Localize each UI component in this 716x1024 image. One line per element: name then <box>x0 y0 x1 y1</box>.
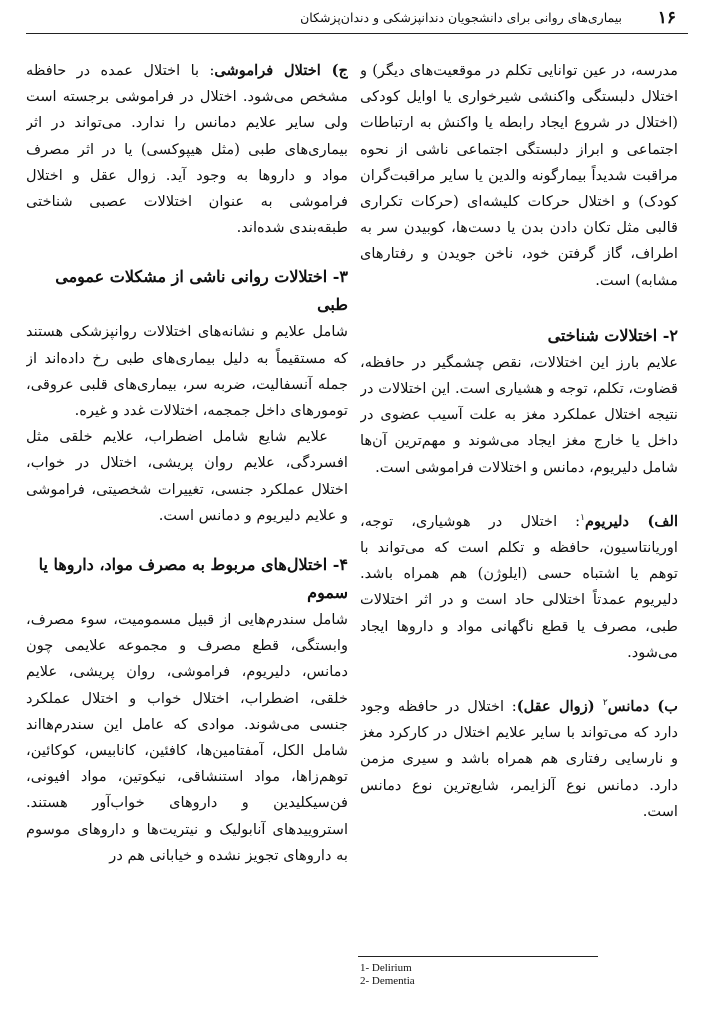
dementia-paragraph <box>360 694 678 825</box>
section-4-paragraph: شامل سندرم‌هایی از قبیل مسمومیت، سوء مصرف، وابستگی، قطع مصرف و مجموعه علایمی چون دمانس، دلیریوم، فراموشی، روان پریشی، علایم خلقی، اضطراب، اختلال خواب و اختلال عملکرد جنسی می‌شوند. موادی که عامل این سندرم‌هااند شامل الکل، آمفتامین‌ها، کافئین، کانابیس، کوکائین، توهم‌زاها، مواد استنشاقی، نیکوتین، مواد افیونی، فن‌سیکلیدین و داروهای خواب‌آور هستند. استروییدهای آنابولیک و نیتریت‌ها و داروهای موسوم به داروهای تجویز نشده و خیابانی هم در <box>26 611 348 864</box>
header-divider <box>26 33 688 34</box>
dementia-heading-paren: (زوال عقل) <box>516 698 603 716</box>
section-2-paragraph: علایم بارز این اختلالات، نقص چشمگیر در حافظه، قضاوت، تکلم، توجه و هشیاری است. این اختلالات در نتیجه اختلال عملکرد مغز به علت آسیب عضوی در داخل یا خارج مغز ایجاد می‌شوند و مهم‌ترین آن‌ها شامل دلیریوم، دمانس و اختلالات فراموشی است. <box>360 353 678 476</box>
footnote-divider <box>358 956 598 957</box>
right-column <box>360 58 678 958</box>
dementia-heading: ب) دمانس <box>607 698 678 716</box>
amnesia-heading: ج) اختلال فراموشی <box>214 62 348 79</box>
section-4-heading: ۴- اختلال‌های مربوط به مصرف مواد، داروها یا سموم <box>38 555 348 603</box>
section-3-paragraph-1: شامل علایم و نشانه‌های اختلالات روانپزشکی هستند که مستقیماً به دلیل بیماری‌های طبی رخ داده‌اند از جمله آنسفالیت، ضربه سر، بیماری‌های قلبی عروقی، تومورهای داخل جمجمه، اختلالات غدد و غیره. <box>26 323 348 420</box>
footnotes <box>360 962 415 988</box>
section-2-heading: ۲- اختلالات شناختی <box>547 325 678 345</box>
delirium-paragraph <box>360 509 678 666</box>
dementia-text: : اختلال در حافظه وجود دارد که می‌تواند با سایر علایم اختلال در کارکرد مغز و نارسایی رفتاری هم همراه باشد و سیری مزمن دارد. دمانس نوع آلزایمر، شایع‌ترین نوع دمانس است. <box>360 698 678 820</box>
footnote-2: 2- Dementia <box>360 975 415 987</box>
running-title: بیماری‌های روانی برای دانشجویان دندانپزشکی و دندان‌پزشکان <box>300 10 622 25</box>
footnote-ref-1: ۱ <box>580 512 585 523</box>
intro-paragraph: مدرسه، در عین توانایی تکلم در موقعیت‌های دیگر) و اختلال دلبستگی واکنشی شیرخواری یا اوایل کودکی (اختلال در شروع ایجاد رابطه یا واکنش به ارتباطات اجتماعی و ابراز دلبستگی اجتماعی ناشی از نحوه مراقبت شدیداً بیمارگونه والدین یا سایر مراقبت‌گران کودک) و اختلال حرکات کلیشه‌ای (حرکات تکراری قالبی مثل تکان دادن بدن یا دست‌ها، کوبیدن سر به اطراف، گاز گرفتن خود، ناخن جویدن و رفتارهای مشابه) است. <box>360 62 678 289</box>
section-3-heading: ۳- اختلالات روانی ناشی از مشکلات عمومی طبی <box>55 267 348 315</box>
delirium-heading: الف) دلیریوم <box>584 512 678 530</box>
delirium-text: : اختلال در هوشیاری، توجه، اوریانتاسیون، حافظه و تکلم است که می‌تواند با توهم یا اشتباه حسی (ایلوژن) هم همراه باشد. دلیریوم عمدتاً اختلالی حاد است و در اثر اختلالات طبی، مصرف یا قطع ناگهانی مواد و داروها ایجاد می‌شود. <box>360 512 678 661</box>
section-3-paragraph-2: علایم شایع شامل اضطراب، علایم خلقی مثل افسردگی، علایم روان پریشی، اختلال در خواب، اختلال عملکرد جنسی، تغییرات شخصیتی، فراموشی و علایم دلیریوم و دمانس است. <box>26 428 348 524</box>
footnote-1: 1- Delirium <box>360 962 412 974</box>
page-number: ۱۶ <box>657 8 676 28</box>
footnote-ref-2: ۲ <box>602 698 608 709</box>
amnesia-paragraph <box>26 58 348 241</box>
page-header <box>0 0 716 34</box>
amnesia-text: : با اختلال عمده در حافظه مشخص می‌شود. اختلال در فراموشی برجسته است ولی سایر علایم دمانس را ندارد. می‌تواند در اثر بیماری‌های طبی (مثل هیپوکسی) یا در اثر مصرف مواد و داروها به وجود آید. زوال عقل و اختلال فراموشی به عنوان اختلالات عصبی شناختی طبقه‌بندی شده‌اند. <box>26 62 348 237</box>
left-column <box>26 58 348 958</box>
